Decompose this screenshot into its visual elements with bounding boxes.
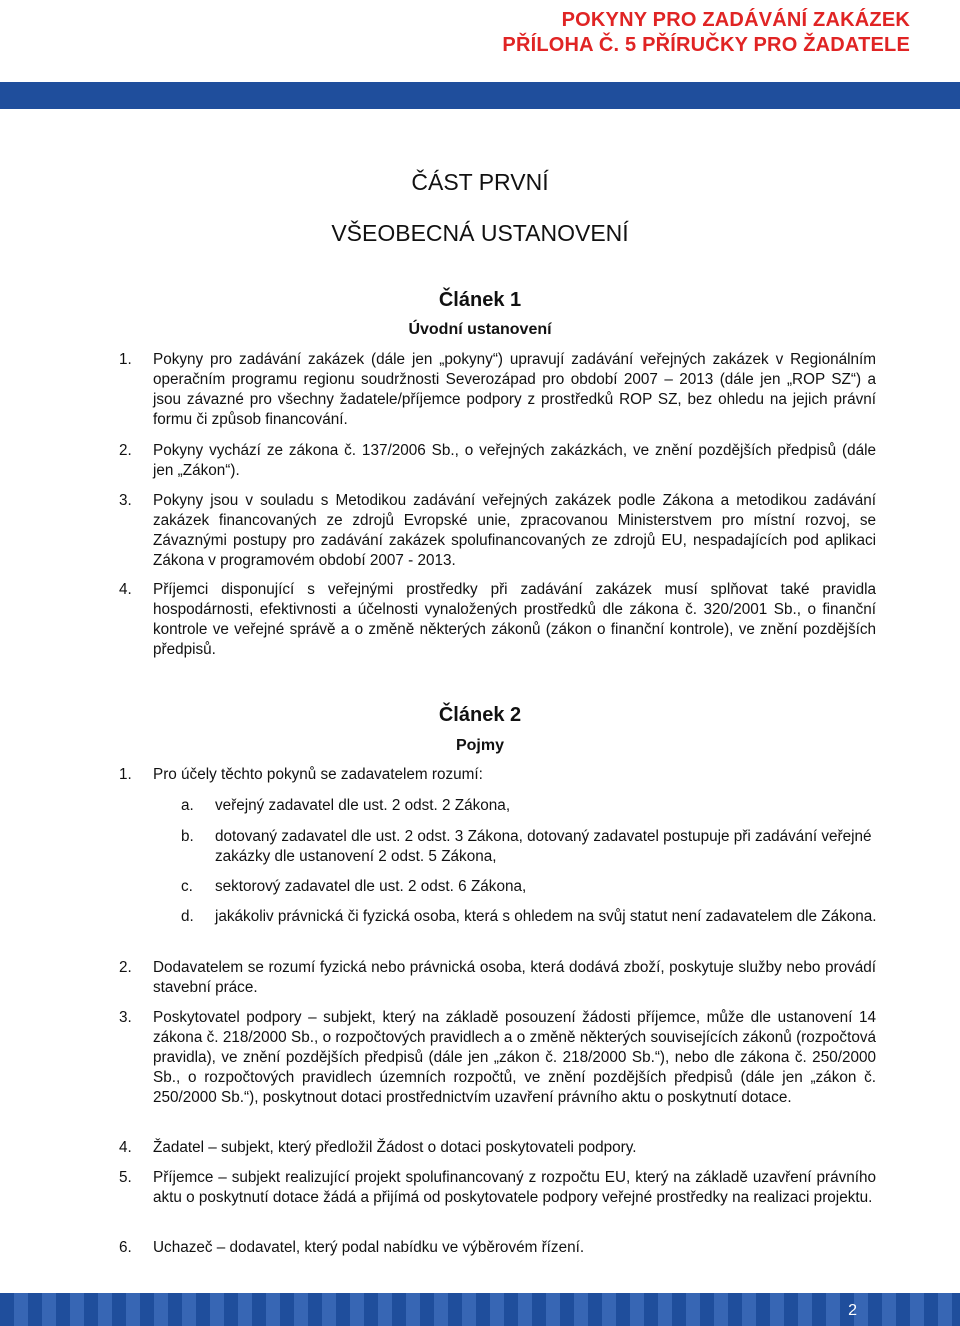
sub-item-letter: c. [181, 878, 193, 895]
item-text: Žadatel – subjekt, který předložil Žádost o dotaci poskytovateli podpory. [153, 1139, 637, 1156]
list-item [119, 580, 876, 660]
item-number: 3. [119, 492, 132, 509]
item-number: 2. [119, 959, 132, 976]
list-item [119, 1008, 876, 1108]
article2-subheading: Pojmy [455, 737, 504, 754]
item-text: Poskytovatel podpory – subjekt, který na základě posouzení žádosti příjemce, může dle ustanovení 14 zákona č. 218/2000 Sb., o rozpočtových pravidlech a o změně některých souvisejících zákonů (rozpočtová pravidla), ve znění pozdějších předpisů (dále jen „zákon č. 218/2000 Sb.“), nebo dle zákona č. 250/2000 Sb., o rozpočtových pravidlech územních rozpočtů, ve znění pozdějších předpisů (dále jen „zákon č. 250/2000 Sb.“), poskytnout dotaci prostřednictvím uzavření právního aktu o poskytnutí dotace. [153, 1009, 876, 1106]
sub-list-item [181, 796, 881, 816]
sub-item-text: veřejný zadavatel dle ust. 2 odst. 2 Zákona, [215, 797, 511, 814]
sub-list-item [181, 877, 881, 897]
sub-item-text: jakákoliv právnická či fyzická osoba, která s ohledem na svůj statut není zadavatelem dle Zákona. [215, 908, 877, 925]
sub-item-letter: d. [181, 908, 194, 925]
header-subtitle: PŘÍLOHA Č. 5 PŘÍRUČKY PRO ŽADATELE [502, 34, 910, 56]
list-item [119, 1238, 876, 1258]
footer-band [0, 1293, 960, 1326]
sub-item-letter: b. [181, 828, 194, 845]
item-number: 5. [119, 1169, 132, 1186]
sub-list-item [181, 907, 881, 927]
header-title: POKYNY PRO ZADÁVÁNÍ ZAKÁZEK [561, 9, 910, 31]
sub-list-item [181, 827, 881, 867]
item-number: 2. [119, 442, 132, 459]
item-text: Dodavatelem se rozumí fyzická nebo právnická osoba, která dodává zboží, poskytuje služby nebo provádí stavební práce. [153, 959, 876, 996]
document-header [502, 8, 910, 58]
article1-subheading: Úvodní ustanovení [408, 321, 552, 338]
list-item [119, 491, 876, 571]
item-text: Pokyny vychází ze zákona č. 137/2006 Sb., o veřejných zakázkách, ve znění pozdějších předpisů (dále jen „Zákon“). [153, 442, 876, 479]
item-text: Pokyny jsou v souladu s Metodikou zadávání veřejných zakázek podle Zákona a metodikou zadávání zakázek financovaných ze zdrojů Evropské unie, zpracovanou Ministerstvem pro místní rozvoj, se Závaznými postupy pro zadávání zakázek spolufinancovaných ze zdrojů EU, nespadajících pod aplikaci Zákona v programovém období 2007 - 2013. [153, 492, 876, 569]
page-number: 2 [848, 1302, 857, 1319]
list-item [119, 350, 876, 430]
list-item [119, 958, 876, 998]
sub-item-letter: a. [181, 797, 194, 814]
item-text: Příjemci disponující s veřejnými prostředky při zadávání zakázek musí splňovat také pravidla hospodárnosti, efektivnosti a účelnosti vynaložených prostředků dle zákona č. 320/2001 Sb., o finanční kontrole ve veřejné správě a o změně některých zákonů (zákon o finanční kontrole), ve znění pozdějších předpisů. [153, 581, 876, 658]
item-text: Pro účely těchto pokynů se zadavatelem rozumí: [153, 766, 483, 783]
article1-heading: Článek 1 [438, 289, 522, 311]
list-item [119, 441, 876, 481]
list-item [119, 1168, 876, 1208]
item-number: 4. [119, 581, 132, 598]
item-number: 6. [119, 1239, 132, 1256]
list-item [119, 765, 876, 785]
item-number: 4. [119, 1139, 132, 1156]
item-number: 1. [119, 766, 132, 783]
item-text: Příjemce – subjekt realizující projekt spolufinancovaný z rozpočtu EU, který na základě uzavření právního aktu o poskytnutí dotace žádá a přijímá od poskytovatele podpory veřejné prostředky na realizaci projektu. [153, 1169, 876, 1206]
sub-item-text: sektorový zadavatel dle ust. 2 odst. 6 Zákona, [215, 878, 527, 895]
part-subtitle: VŠEOBECNÁ USTANOVENÍ [331, 220, 629, 246]
list-item [119, 1138, 876, 1158]
item-number: 1. [119, 351, 132, 368]
sub-item-text: dotovaný zadavatel dle ust. 2 odst. 3 Zákona, dotovaný zadavatel postupuje při zadávání veřejné zakázky dle ustanovení 2 odst. 5 Zákona, [215, 828, 872, 865]
header-band [0, 82, 960, 109]
part-title: ČÁST PRVNÍ [411, 169, 549, 195]
article2-heading: Článek 2 [438, 704, 522, 726]
item-text: Uchazeč – dodavatel, který podal nabídku ve výběrovém řízení. [153, 1239, 585, 1256]
item-text: Pokyny pro zadávání zakázek (dále jen „pokyny“) upravují zadávání veřejných zakázek v Regionálním operačním programu regionu soudržnosti Severozápad pro období 2007 – 2013 (dále jen „ROP SZ“) a jsou závazné pro všechny žadatele/příjemce podpory z prostředků ROP SZ, bez ohledu na jejich právní formu či způsob financování. [153, 351, 876, 428]
item-number: 3. [119, 1009, 132, 1026]
